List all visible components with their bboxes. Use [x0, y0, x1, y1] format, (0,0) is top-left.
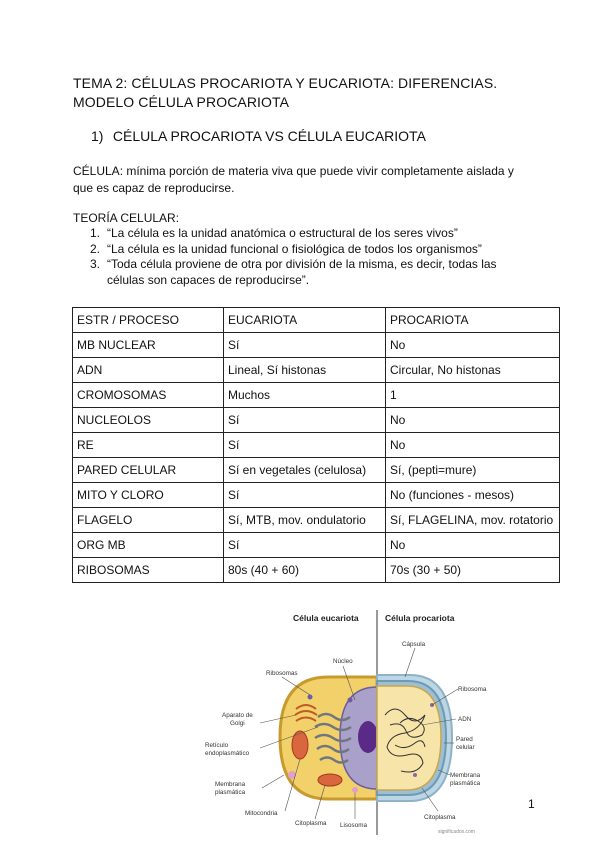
- label-nucleo: Núcleo: [333, 658, 353, 665]
- table-cell: No (funciones - mesos): [386, 483, 560, 508]
- table-cell: Sí: [224, 483, 386, 508]
- prokaryote-cytoplasm: [377, 686, 441, 790]
- table-cell: MB NUCLEAR: [73, 333, 224, 358]
- figure-title-eukaryote: Célula eucariota: [293, 613, 359, 623]
- table-cell: RIBOSOMAS: [73, 558, 224, 583]
- label-capsula: Cápsula: [402, 641, 426, 648]
- label-citoplasma-e: Citoplasma: [295, 820, 327, 827]
- theory-item-text: “Toda célula proviene de otra por división de la misma, es decir, todas las células son capaces de reproducirse”.: [107, 257, 497, 287]
- table-cell: No: [386, 533, 560, 558]
- table-cell: Sí: [224, 433, 386, 458]
- table-cell: Sí, FLAGELINA, mov. rotatorio: [386, 508, 560, 533]
- page-number: 1: [528, 797, 535, 811]
- table-cell: PARED CELULAR: [73, 458, 224, 483]
- cell-diagram: [200, 605, 500, 835]
- table-cell: FLAGELO: [73, 508, 224, 533]
- document-title: [73, 74, 497, 112]
- table-cell: NUCLEOLOS: [73, 408, 224, 433]
- table-cell: Lineal, Sí histonas: [224, 358, 386, 383]
- table-cell: No: [386, 333, 560, 358]
- table-row: [73, 533, 560, 558]
- theory-item-text: “La célula es la unidad funcional o fisiológica de todos los organismos”: [107, 241, 482, 256]
- eukaryotic-cell: [280, 677, 378, 799]
- theory-item: [73, 226, 513, 242]
- table-header-row: [73, 308, 560, 333]
- table-cell: Sí: [224, 533, 386, 558]
- label-ribosomas: Ribosomas: [266, 670, 298, 677]
- label-mitocondria: Mitocondria: [245, 810, 278, 817]
- cell-definition: CÉLULA: mínima porción de materia viva que puede vivir completamente aislada y que es capaz de reproducirse.: [73, 164, 514, 195]
- ribosome-dot: [413, 773, 417, 777]
- table-row: [73, 333, 560, 358]
- figure-title-prokaryote: Célula procariota: [385, 613, 455, 623]
- theory-item-text: “La célula es la unidad anatómica o estructural de los seres vivos”: [107, 226, 458, 240]
- table-row: [73, 433, 560, 458]
- table-cell: 80s (40 + 60): [224, 558, 386, 583]
- theory-item-number: 3.: [90, 257, 101, 271]
- table-cell: Muchos: [224, 383, 386, 408]
- table-cell: No: [386, 408, 560, 433]
- mitochondria-shape: [318, 774, 342, 786]
- theory-heading: TEORÍA CELULAR:: [73, 211, 180, 225]
- header-cell: ESTR / PROCESO: [73, 308, 224, 333]
- table-cell: ORG MB: [73, 533, 224, 558]
- cell-comparison-figure: [200, 605, 500, 835]
- prokaryotic-cell: [377, 675, 452, 801]
- label-membrana-e-2: plasmática: [215, 789, 246, 796]
- label-membrana-p-2: plasmática: [450, 780, 481, 787]
- label-pared-1: Pared: [456, 736, 473, 743]
- label-membrana-e-1: Membrana: [215, 781, 246, 788]
- title-line-1: TEMA 2: CÉLULAS PROCARIOTA Y EUCARIOTA: DIFERENCIAS.: [73, 75, 498, 91]
- table-row: [73, 358, 560, 383]
- label-reticulo-2: endoplasmático: [205, 750, 250, 757]
- header-cell: PROCARIOTA: [386, 308, 560, 333]
- label-membrana-p-1: Membrana: [450, 772, 481, 779]
- table-row: [73, 383, 560, 408]
- section-number: 1): [91, 128, 104, 144]
- nucleolus-shape: [358, 721, 378, 753]
- label-lisosoma: Lisosoma: [340, 822, 367, 829]
- table-cell: CROMOSOMAS: [73, 383, 224, 408]
- table-cell: Sí: [224, 333, 386, 358]
- table-cell: Sí: [224, 408, 386, 433]
- table-cell: RE: [73, 433, 224, 458]
- theory-item: [73, 242, 513, 258]
- table-cell: 1: [386, 383, 560, 408]
- table-cell: MITO Y CLORO: [73, 483, 224, 508]
- theory-item-number: 2.: [90, 241, 101, 256]
- table-cell: Sí, (pepti=mure): [386, 458, 560, 483]
- label-golgi-2: Golgi: [230, 720, 245, 727]
- table-cell: Sí en vegetales (celulosa): [224, 458, 386, 483]
- label-reticulo-1: Retículo: [205, 742, 229, 749]
- table-cell: No: [386, 433, 560, 458]
- table-row: [73, 558, 560, 583]
- ribosome-dot: [348, 698, 353, 703]
- table-row: [73, 483, 560, 508]
- table-cell: ADN: [73, 358, 224, 383]
- ribosome-dot: [308, 695, 313, 700]
- table-row: [73, 458, 560, 483]
- label-golgi-1: Aparato de: [222, 712, 253, 719]
- theory-item: [73, 257, 513, 288]
- table-cell: Circular, No histonas: [386, 358, 560, 383]
- lysosome-shape: [352, 787, 358, 793]
- section-title: CÉLULA PROCARIOTA VS CÉLULA EUCARIOTA: [112, 128, 426, 144]
- title-line-2: MODELO CÉLULA PROCARIOTA: [73, 94, 290, 110]
- header-cell: EUCARIOTA: [224, 308, 386, 333]
- table-row: [73, 408, 560, 433]
- theory-item-number: 1.: [90, 226, 101, 240]
- table-row: [73, 508, 560, 533]
- figure-credit: significados.com: [438, 829, 475, 835]
- label-citoplasma-p: Citoplasma: [424, 814, 456, 821]
- label-adn: ADN: [458, 716, 472, 723]
- comparison-table: [72, 307, 560, 583]
- label-pared-2: celular: [456, 744, 475, 751]
- theory-list: [73, 226, 513, 288]
- mitochondria-shape: [292, 731, 308, 759]
- section-heading: [91, 128, 426, 144]
- table-cell: 70s (30 + 50): [386, 558, 560, 583]
- table-cell: Sí, MTB, mov. ondulatorio: [224, 508, 386, 533]
- label-ribosoma-p: Ribosoma: [458, 686, 487, 693]
